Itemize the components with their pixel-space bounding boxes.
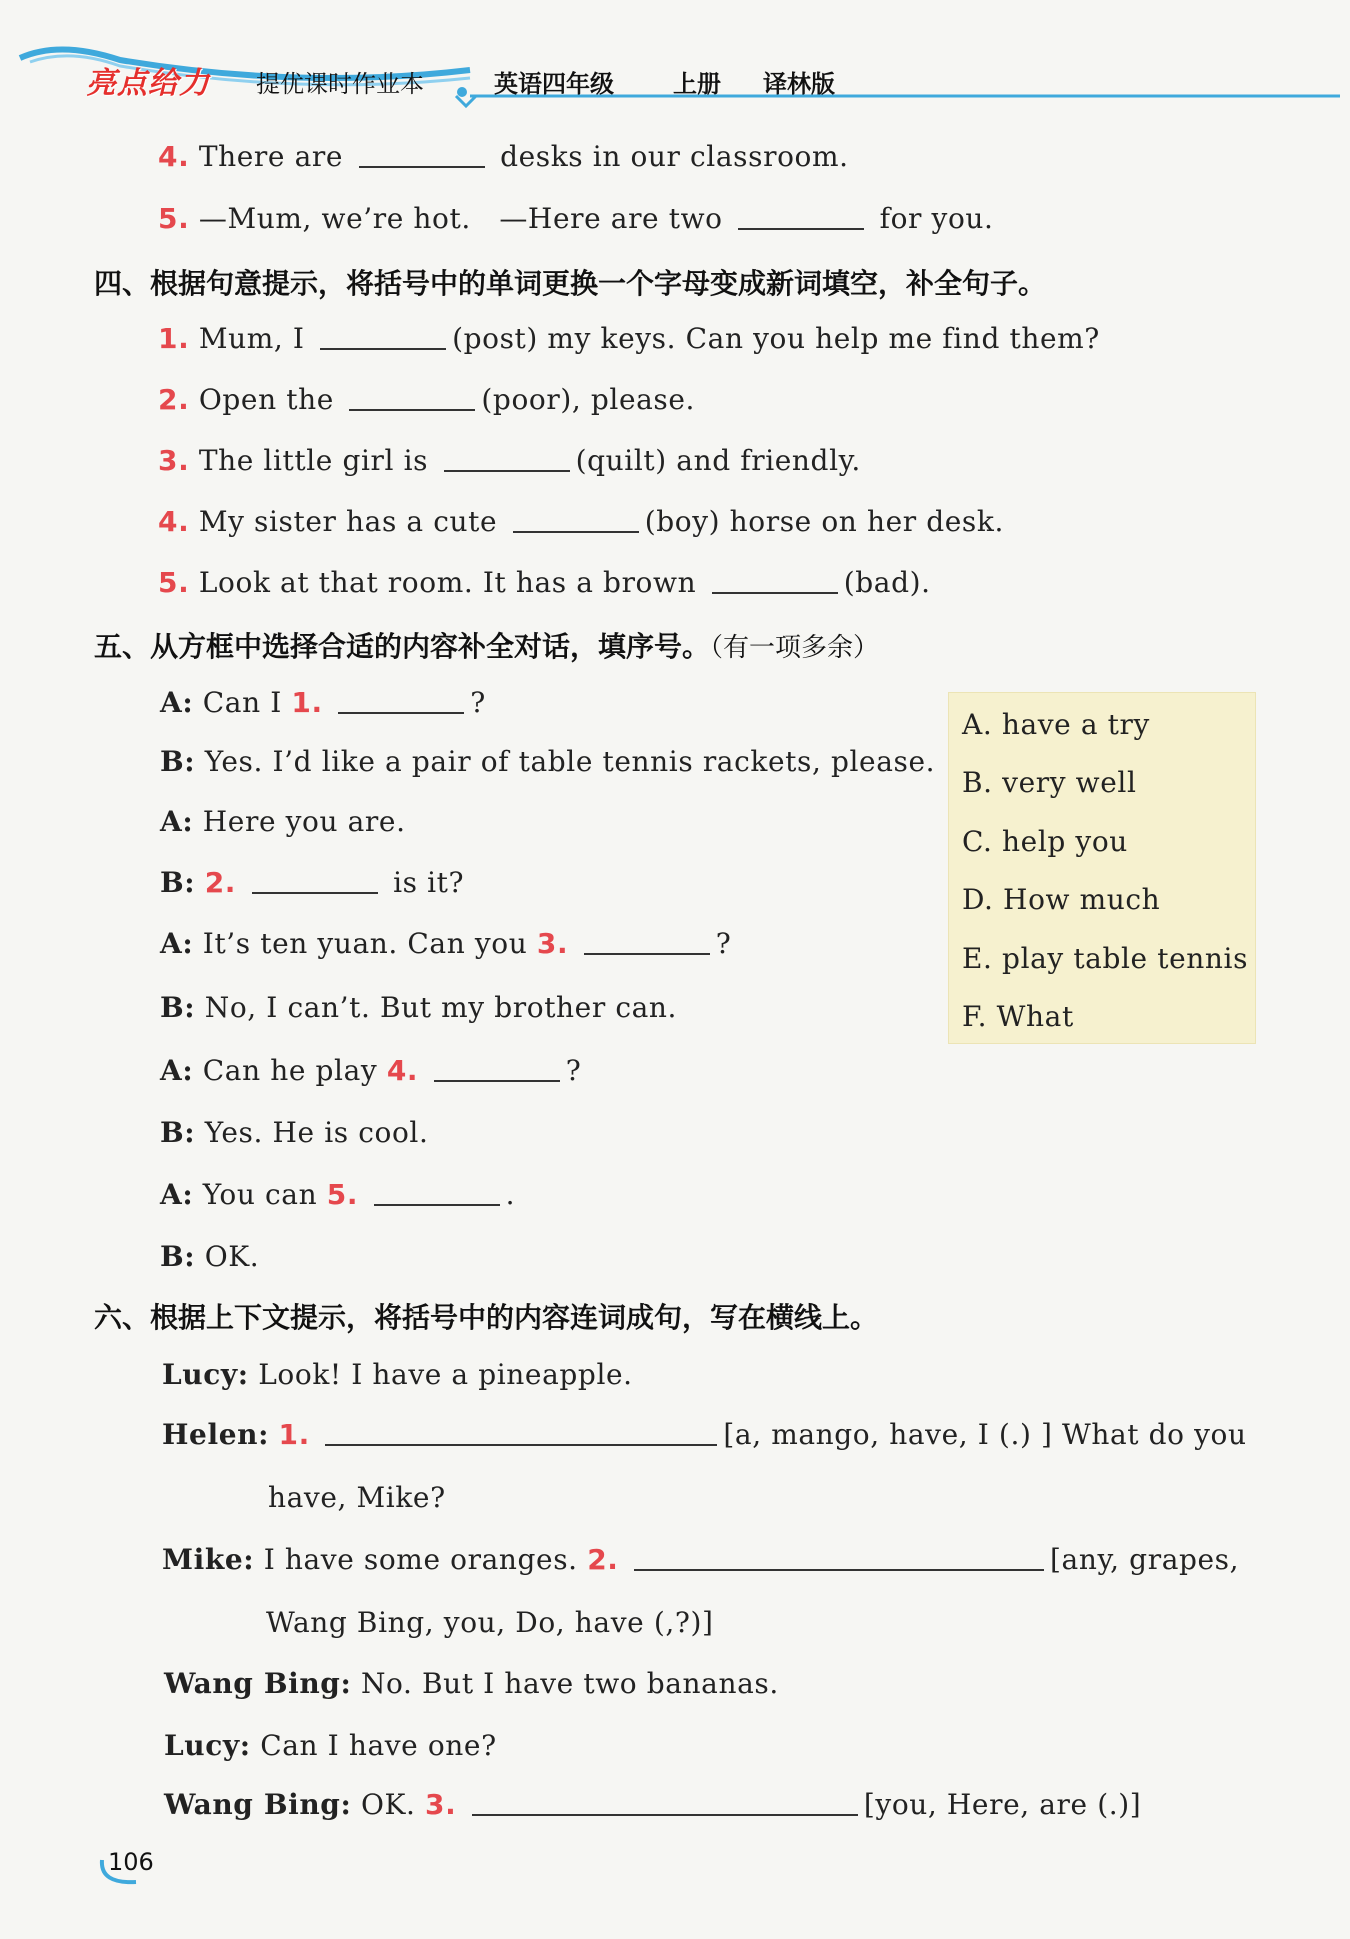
answer-blank[interactable] [444,444,570,472]
answer-blank[interactable] [338,686,464,714]
option-e: E. play table tennis [962,942,1249,975]
sec6-line-6: Wang Bing: OK. 3. [you, Here, are (.)] [164,1788,1142,1821]
edition-title: 译林版 [763,70,835,98]
sec4-item-2: 2. Open the (poor), please. [158,383,696,416]
answer-blank[interactable] [584,927,710,955]
dialogue-line-2: B: Yes. I’d like a pair of table tennis rackets, please. [160,745,936,778]
section-6-title: 六、根据上下文提示，将括号中的内容连词成句，写在横线上。 [94,1301,879,1334]
sec4-item-5: 5. Look at that room. It has a brown (bad). [158,566,931,599]
answer-blank[interactable] [359,140,485,168]
dialogue-line-9: A: You can 5. . [160,1178,516,1211]
volume-title: 上册 [673,70,721,98]
answer-blank[interactable] [513,505,639,533]
series-title: 提优课时作业本 [256,70,424,98]
section-4-title: 四、根据句意提示，将括号中的单词更换一个字母变成新词填空，补全句子。 [94,267,1047,300]
sec3-item-5: 5. —Mum, we’re hot. —Here are two for you. [158,202,994,235]
option-b: B. very well [962,766,1137,799]
dialogue-line-5: A: It’s ten yuan. Can you 3. ? [160,927,732,960]
answer-blank[interactable] [374,1178,500,1206]
sec4-item-1: 1. Mum, I (post) my keys. Can you help me find them? [158,322,1100,355]
option-c: C. help you [962,825,1128,858]
answer-blank[interactable] [712,566,838,594]
sec6-line-3-cont: Wang Bing, you, Do, have (,?)] [266,1606,714,1639]
answer-blank[interactable] [349,383,475,411]
section-5-title: 五、从方框中选择合适的内容补全对话，填序号。（有一项多余） [94,630,880,663]
sec6-line-5: Lucy: Can I have one? [164,1729,497,1762]
dialogue-line-4: B: 2. is it? [160,866,465,899]
dialogue-line-3: A: Here you are. [160,805,406,838]
answer-blank[interactable] [434,1054,560,1082]
page-header [0,0,1350,120]
sec4-item-3: 3. The little girl is (quilt) and friendly. [158,444,861,477]
sec6-line-4: Wang Bing: No. But I have two bananas. [164,1667,779,1700]
sec6-line-2: Helen: 1. [a, mango, have, I (.) ] What do you [162,1418,1247,1451]
sec3-item-4: 4. There are desks in our classroom. [158,140,849,173]
dialogue-line-8: B: Yes. He is cool. [160,1116,429,1149]
sec6-line-1: Lucy: Look! I have a pineapple. [162,1358,633,1391]
answer-blank-long[interactable] [325,1418,717,1446]
dialogue-line-1: A: Can I 1. ? [160,686,486,719]
brand-logo-text: 亮点给力 [86,66,210,101]
dialogue-line-6: B: No, I can’t. But my brother can. [160,991,678,1024]
sec6-line-3: Mike: I have some oranges. 2. [any, grapes, [162,1543,1240,1576]
sec6-line-2-cont: have, Mike? [268,1481,446,1514]
option-d: D. How much [962,883,1161,916]
options-box [948,692,1256,1044]
answer-blank[interactable] [252,866,378,894]
answer-blank-long[interactable] [472,1788,858,1816]
dialogue-line-7: A: Can he play 4. ? [160,1054,582,1087]
dialogue-line-10: B: OK. [160,1240,260,1273]
option-f: F. What [962,1000,1074,1033]
answer-blank[interactable] [738,202,864,230]
answer-blank[interactable] [320,322,446,350]
option-a: A. have a try [962,708,1150,741]
sec4-item-4: 4. My sister has a cute (boy) horse on her desk. [158,505,1004,538]
grade-title: 英语四年级 [494,70,614,98]
answer-blank-long[interactable] [634,1543,1044,1571]
page-number: 106 [108,1848,154,1876]
